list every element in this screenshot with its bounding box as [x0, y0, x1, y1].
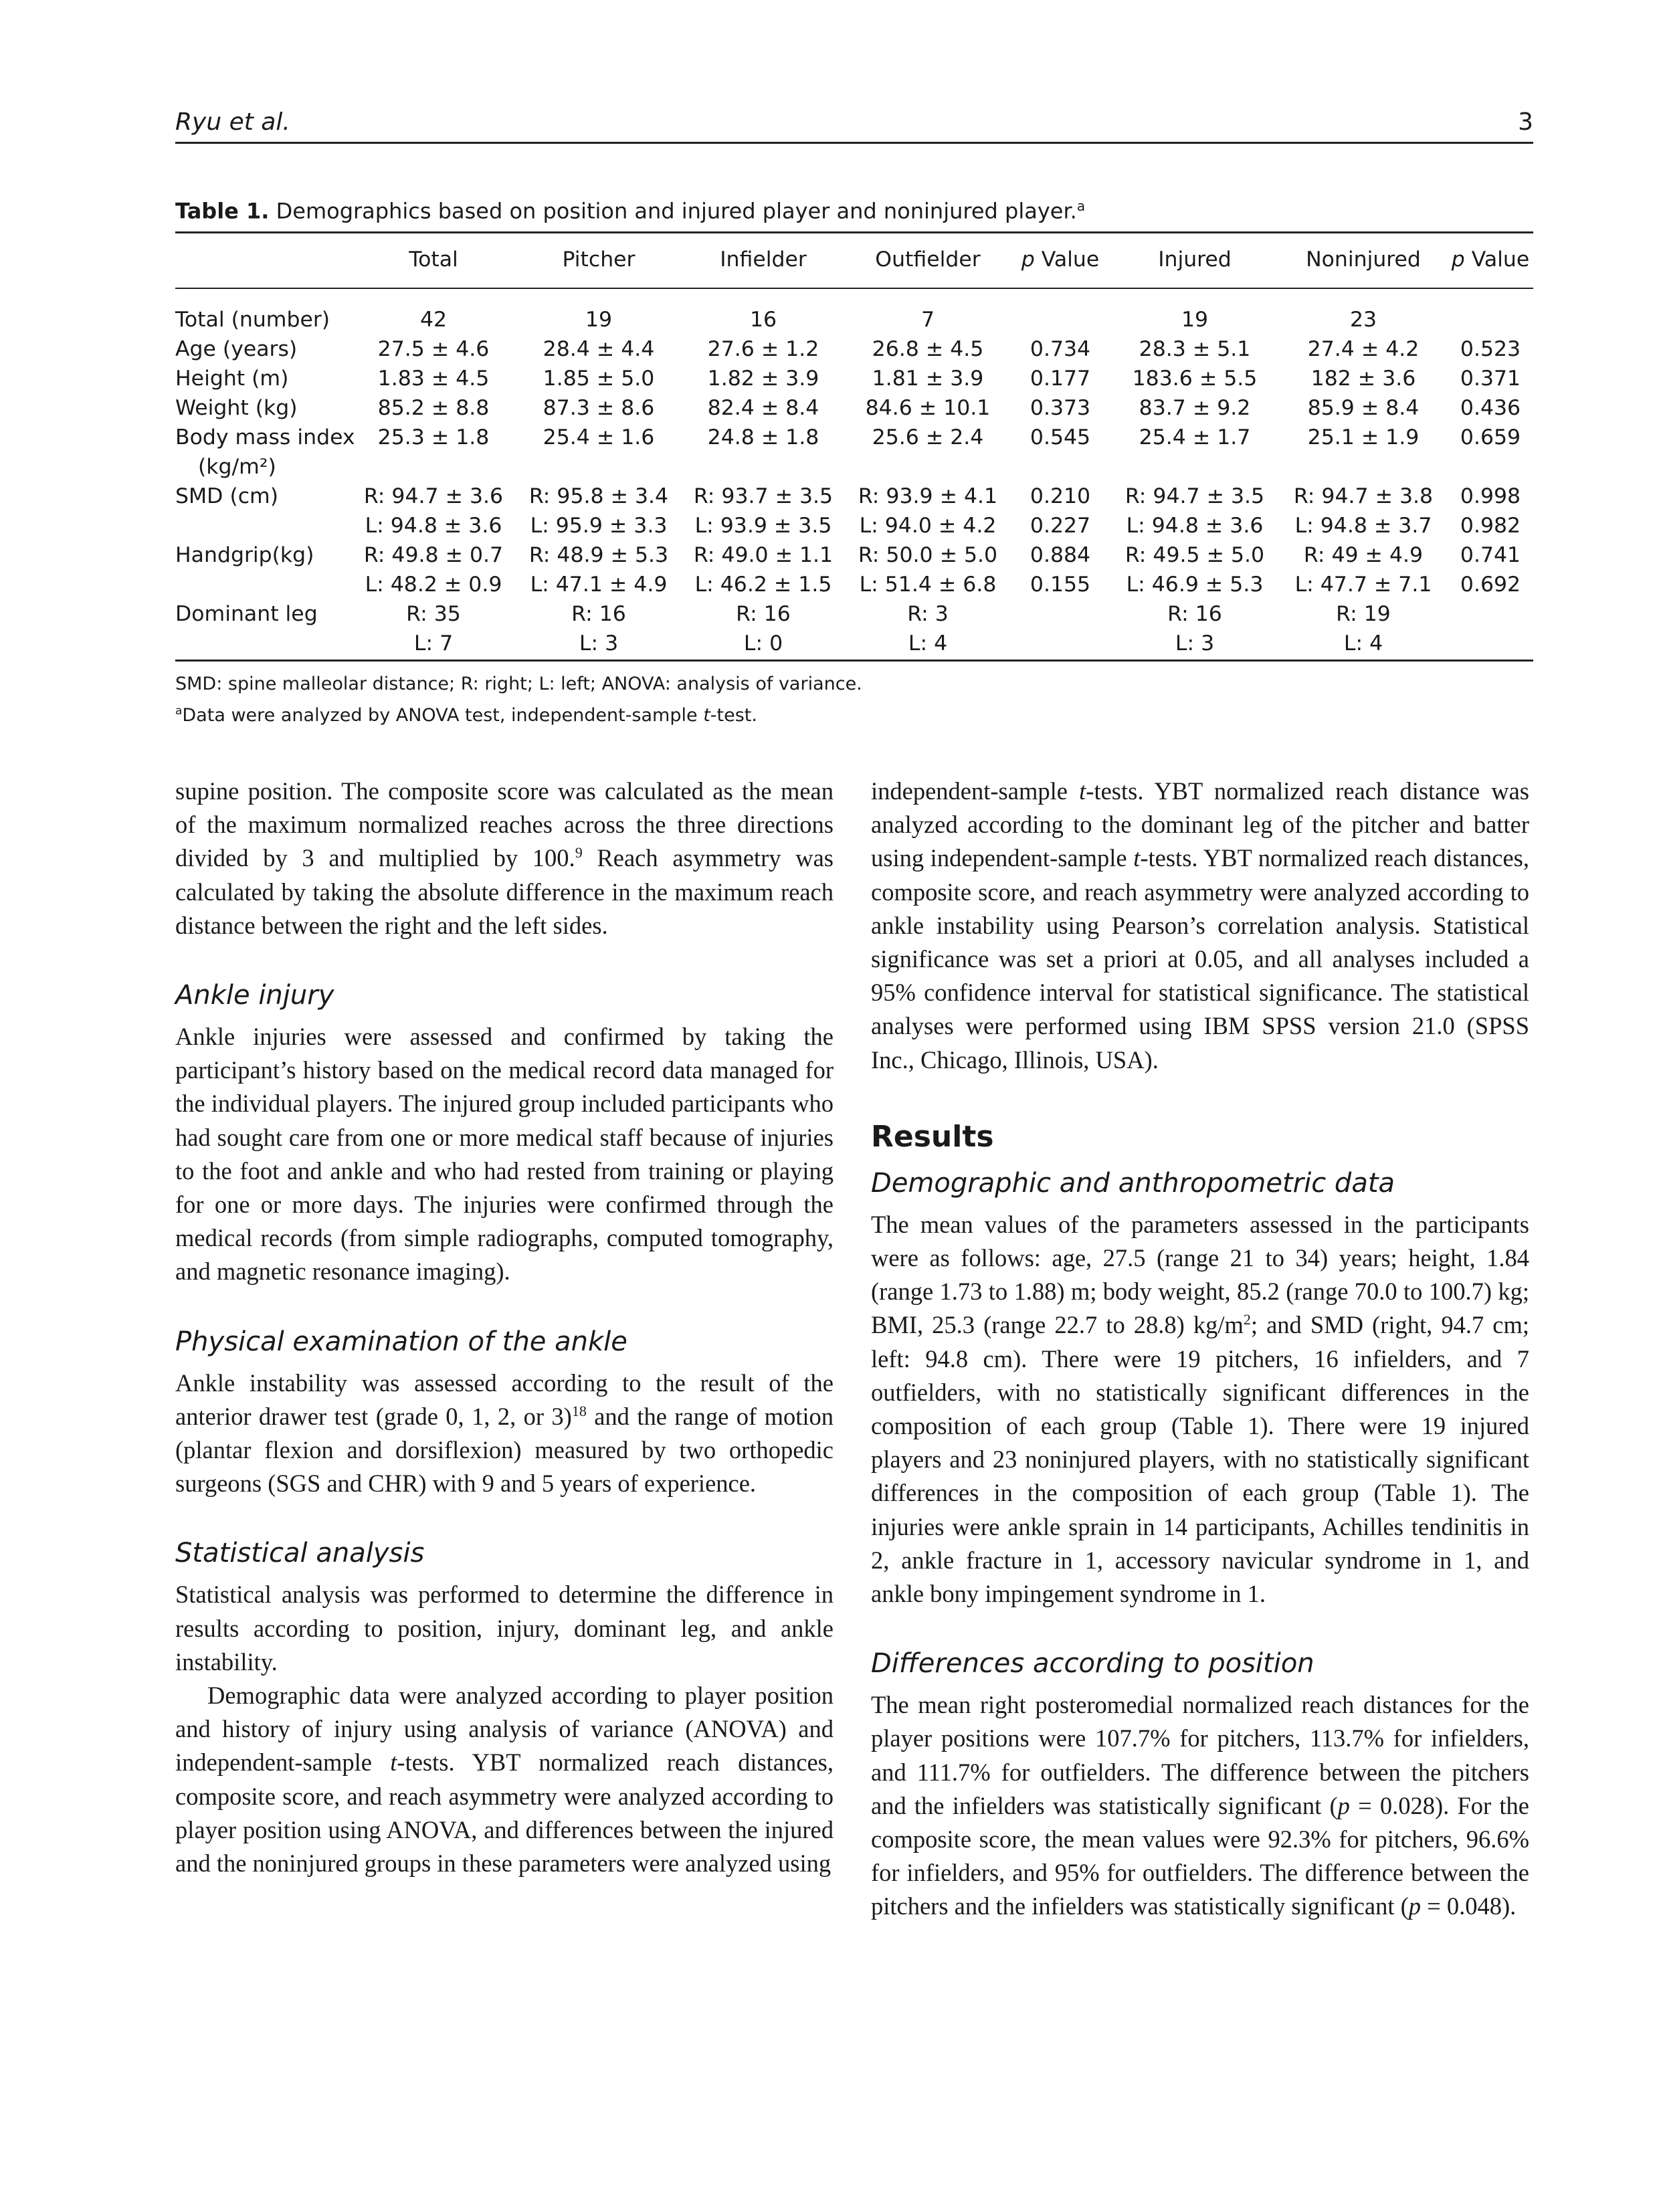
- citation: 9: [575, 844, 583, 862]
- table-row-label: (kg/m²): [198, 455, 276, 479]
- table-cell: 0.998: [1460, 484, 1521, 508]
- table-cell: [1010, 452, 1110, 482]
- table-cell: R: 93.7 ± 3.5: [693, 484, 834, 508]
- table-cell: L: 95.9 ± 3.3: [530, 514, 668, 538]
- table-header-cell: Pitcher: [562, 247, 636, 272]
- table-cell: 183.6 ± 5.5: [1132, 367, 1258, 391]
- table-bottom-rule: [175, 660, 1533, 662]
- table-row-label: Height (m): [175, 367, 289, 391]
- table-cell: R: 50.0 ± 5.0: [858, 543, 998, 567]
- table-row-label: Body mass index: [175, 425, 355, 449]
- table-row-label: [175, 511, 351, 540]
- table-cell: [846, 452, 1010, 482]
- table-cell: 27.6 ± 1.2: [707, 337, 819, 361]
- table-cell: 0.523: [1460, 337, 1521, 361]
- table-cell: [1448, 305, 1533, 334]
- table-row: [175, 334, 1533, 364]
- table-row-label: Age (years): [175, 337, 298, 361]
- table-cell: 19: [1181, 308, 1209, 332]
- table-cell: L: 51.4 ± 6.8: [859, 573, 997, 597]
- running-head: [175, 107, 1533, 144]
- table-cell: R: 48.9 ± 5.3: [528, 543, 669, 567]
- paragraph: independent-sample t-tests. YBT normalized reach distance was analyzed according to the dominant leg of the pitcher and batter using independent-sample t-tests. YBT normalized reach distances, composite score, and reach asymmetry were analyzed according to ankle instability using Pearson’s correlation analysis. Statistical significance was set a priori at 0.05, and all analyses included a 95% confidence interval for statistical significance. The statistical analyses were performed using IBM SPSS version 21.0 (SPSS Inc., Chicago, Illinois, USA).: [871, 777, 1529, 1074]
- table-body: [175, 288, 1533, 658]
- table-cell: 19: [585, 308, 613, 332]
- table-cell: 0.436: [1460, 396, 1521, 420]
- table-row: [175, 393, 1533, 423]
- table-cell: L: 47.7 ± 7.1: [1294, 573, 1432, 597]
- table-cell: [1110, 452, 1279, 482]
- table-cell: 25.3 ± 1.8: [377, 425, 490, 449]
- table-cell: 0.545: [1030, 425, 1091, 449]
- table-row: [175, 570, 1533, 599]
- table-cell: 25.4 ± 1.6: [543, 425, 655, 449]
- table-header-cell: [175, 231, 351, 288]
- table-row-label: Total (number): [175, 308, 330, 332]
- paragraph: supine position. The composite score was calculated as the mean of the maximum normalized reaches across the three directions divided by 3 and multiplied by 100.$^9$ Reach asymmetry was calculated by taking the absolute difference in the maximum reach distance between the right and the left sides.: [175, 777, 834, 939]
- table-cell: [1448, 629, 1533, 658]
- section-heading-results: Results: [871, 1119, 994, 1154]
- table-cell: L: 94.8 ± 3.6: [365, 514, 502, 538]
- table-row-label: [175, 570, 351, 599]
- table-cell: [1010, 629, 1110, 658]
- table-cell: R: 93.9 ± 4.1: [858, 484, 998, 508]
- table-cell: 1.85 ± 5.0: [543, 367, 655, 391]
- table-row-label: Dominant leg: [175, 602, 318, 626]
- table-cell: 23: [1349, 308, 1377, 332]
- table-cell: 27.5 ± 4.6: [377, 337, 490, 361]
- table-cell: R: 16: [736, 602, 791, 626]
- table-cell: 26.8 ± 4.5: [872, 337, 984, 361]
- table-cell: 27.4 ± 4.2: [1307, 337, 1420, 361]
- table-cell: 1.82 ± 3.9: [707, 367, 819, 391]
- table-cell: 0.373: [1030, 396, 1091, 420]
- paragraph: Ankle instability was assessed according to the result of the anterior drawer test (grade 0, 1, 2, or 3)$^{18}$ and the range of motion (plantar flexion and dorsiflexion) measured by two orthopedic surgeons (SGS and CHR) with 9 and 5 years of experience.: [175, 1369, 834, 1498]
- table-cell: 28.4 ± 4.4: [543, 337, 655, 361]
- table-cell: 87.3 ± 8.6: [543, 396, 655, 420]
- table-cell: 0.659: [1460, 425, 1521, 449]
- table-cell: 85.2 ± 8.8: [377, 396, 490, 420]
- paragraph: The mean right posteromedial normalized reach distances for the player positions were 107.7% for pitchers, 113.7% for infielders, and 111.7% for outfielders. The difference between the pitchers and the infielders was statistically significant (p = 0.028). For the composite score, the mean values were 92.3% for pitchers, 96.6% for infielders, and 95% for outfielders. The difference between the pitchers and the infielders was statistically significant (p = 0.048).: [871, 1691, 1529, 1920]
- table-row: [175, 482, 1533, 511]
- table-row: [175, 540, 1533, 570]
- table-spacer-row: [175, 288, 1533, 305]
- table-cell: 25.6 ± 2.4: [872, 425, 984, 449]
- table-cell: 1.81 ± 3.9: [872, 367, 984, 391]
- table-header-cell: Noninjured: [1306, 247, 1421, 272]
- table-row: [175, 364, 1533, 393]
- table-cell: L: 4: [908, 631, 948, 656]
- table-cell: 84.6 ± 10.1: [865, 396, 991, 420]
- table-cell: L: 48.2 ± 0.9: [365, 573, 502, 597]
- table-cell: [516, 452, 681, 482]
- table-cell: 1.83 ± 4.5: [377, 367, 490, 391]
- table-cell: 82.4 ± 8.4: [707, 396, 819, 420]
- table-header-p-value: p Value: [1021, 247, 1100, 272]
- table-cell: 83.7 ± 9.2: [1139, 396, 1251, 420]
- table-row: [175, 629, 1533, 658]
- table-cell: R: 49.8 ± 0.7: [363, 543, 504, 567]
- table-header-cell: Infielder: [720, 247, 807, 272]
- footnote-abbreviations: SMD: spine malleolar distance; R: right; L: left; ANOVA: analysis of variance.: [175, 674, 862, 694]
- table-cell: L: 47.1 ± 4.9: [530, 573, 668, 597]
- table-header-cell: Outfielder: [875, 247, 981, 272]
- table-cell: 0.982: [1460, 514, 1521, 538]
- table-header-row: [175, 231, 1533, 288]
- table-cell: L: 4: [1343, 631, 1383, 656]
- table-cell: R: 49 ± 4.9: [1303, 543, 1424, 567]
- table-cell: [1010, 305, 1110, 334]
- table-cell: R: 94.7 ± 3.8: [1293, 484, 1434, 508]
- table-row-label: SMD (cm): [175, 484, 279, 508]
- table-cell: 16: [749, 308, 777, 332]
- table-cell: R: 94.7 ± 3.6: [363, 484, 504, 508]
- table-cell: [1448, 599, 1533, 629]
- table-cell: 0.155: [1030, 573, 1091, 597]
- table-cell: L: 7: [413, 631, 454, 656]
- table-cell: L: 3: [1175, 631, 1215, 656]
- paragraph: Ankle injuries were assessed and confirmed by taking the participant’s history based on the medical record data managed for the individual players. The injured group included participants who had sought care from one or more medical staff because of injuries to the foot and ankle and who had rested from training or playing for one or more days. The injuries were confirmed through the medical records (from simple radiographs, computed tomography, and magnetic resonance imaging).: [175, 1023, 834, 1286]
- table-cell: R: 49.0 ± 1.1: [693, 543, 834, 567]
- table-cell: L: 3: [579, 631, 619, 656]
- table-cell: L: 94.8 ± 3.7: [1294, 514, 1432, 538]
- table-cell: 182 ± 3.6: [1310, 367, 1416, 391]
- table-cell: L: 94.0 ± 4.2: [859, 514, 997, 538]
- left-column: [175, 775, 834, 1880]
- table-cell: 25.1 ± 1.9: [1307, 425, 1420, 449]
- table-cell: L: 46.2 ± 1.5: [694, 573, 832, 597]
- table-cell: L: 93.9 ± 3.5: [694, 514, 832, 538]
- section-heading-statistical-analysis: Statistical analysis: [175, 1538, 425, 1569]
- citation: 18: [571, 1402, 587, 1419]
- section-heading-demographic-data: Demographic and anthropometric data: [871, 1167, 1395, 1199]
- table-cell: 0.734: [1030, 337, 1091, 361]
- running-head-authors: Ryu et al.: [175, 108, 290, 136]
- table-cell: R: 94.7 ± 3.5: [1125, 484, 1265, 508]
- table-cell: R: 49.5 ± 5.0: [1125, 543, 1265, 567]
- table-cell: [1448, 452, 1533, 482]
- paragraph: Demographic data were analyzed according to player position and history of injury using analysis of variance (ANOVA) and independent-sample t-tests. YBT normalized reach distances, composite score, and reach asymmetry were analyzed according to player position using ANOVA, and differences between the injured and the noninjured groups in these parameters were analyzed using: [175, 1682, 834, 1878]
- table-cell: 42: [419, 308, 448, 332]
- table-caption: [175, 191, 1533, 226]
- table-cell: L: 94.8 ± 3.6: [1126, 514, 1264, 538]
- table-row-label: Weight (kg): [175, 396, 298, 420]
- table-row: [175, 452, 1533, 482]
- paragraph: The mean values of the parameters assessed in the participants were as follows: age, 27.5 (range 21 to 34) years; height, 1.84 (range 1.73 to 1.88) m; body weight, 85.2 (range 70.0 to 100.7) kg; BMI, 25.3 (range 22.7 to 28.8) $kg/m^2$; and SMD (right, 94.7 cm; left: 94.8 cm). There were 19 pitchers, 16 infielders, and 7 outfielders, with no statistically significant differences in the composition of each group (Table 1). There were 19 injured players and 23 noninjured players, with no statistically significant differences in the composition of each group (Table 1). The injuries were ankle sprain in 14 participants, Achilles tendinitis in 2, ankle fracture in 1, accessory navicular syndrome in 1, and ankle bony impingement syndrome in 1.: [871, 1210, 1529, 1608]
- table-cell: 0.741: [1460, 543, 1521, 567]
- table-cell: 24.8 ± 1.8: [707, 425, 819, 449]
- table-header-cell: Total: [409, 247, 458, 272]
- table-label: Table 1.: [175, 198, 270, 224]
- table-caption-text: Demographics based on position and injured player and noninjured player.: [276, 198, 1077, 224]
- table-row: [175, 305, 1533, 334]
- table-cell: R: 35: [406, 602, 461, 626]
- table-cell: 85.9 ± 8.4: [1307, 396, 1420, 420]
- paragraph: Statistical analysis was performed to determine the difference in results according to position, injury, dominant leg, and ankle instability.: [175, 1581, 834, 1676]
- table-cell: R: 19: [1336, 602, 1391, 626]
- section-heading-ankle-injury: Ankle injury: [175, 980, 334, 1011]
- table-cell: 0.371: [1460, 367, 1521, 391]
- table-cell: 7: [920, 308, 935, 332]
- table-cell: [681, 452, 846, 482]
- table-cell: [351, 452, 516, 482]
- table-row: [175, 423, 1533, 452]
- table-cell: 28.3 ± 5.1: [1139, 337, 1251, 361]
- table-row: [175, 599, 1533, 629]
- table-cell: L: 46.9 ± 5.3: [1126, 573, 1264, 597]
- page-number: 3: [1518, 108, 1533, 136]
- table-row-label: [175, 629, 351, 658]
- table-cell: [1279, 452, 1448, 482]
- table-cell: R: 95.8 ± 3.4: [528, 484, 669, 508]
- footnote-a: $^a$Data were analyzed by ANOVA test, independent-sample t-test.: [175, 704, 757, 726]
- table-caption-note-mark: a: [1076, 198, 1086, 214]
- section-heading-physical-exam: Physical examination of the ankle: [175, 1326, 627, 1357]
- table-footnotes: [175, 671, 1533, 729]
- table-row: [175, 511, 1533, 540]
- table-header-p-value: p Value: [1451, 247, 1530, 272]
- section-heading-differences-position: Differences according to position: [871, 1648, 1314, 1680]
- table-cell: R: 3: [907, 602, 949, 626]
- table-cell: 25.4 ± 1.7: [1139, 425, 1251, 449]
- right-column: [871, 775, 1529, 1924]
- table-cell: L: 0: [743, 631, 783, 656]
- table-cell: [1010, 599, 1110, 629]
- table-cell: 0.210: [1030, 484, 1091, 508]
- table-cell: 0.692: [1460, 573, 1521, 597]
- table-cell: 0.177: [1030, 367, 1091, 391]
- table-cell: 0.884: [1030, 543, 1091, 567]
- table-cell: 0.227: [1030, 514, 1091, 538]
- table-row-label: Handgrip(kg): [175, 543, 314, 567]
- table-header-cell: Injured: [1158, 247, 1232, 272]
- table-cell: R: 16: [1167, 602, 1222, 626]
- table-cell: R: 16: [571, 602, 626, 626]
- table-grid: [175, 231, 1533, 658]
